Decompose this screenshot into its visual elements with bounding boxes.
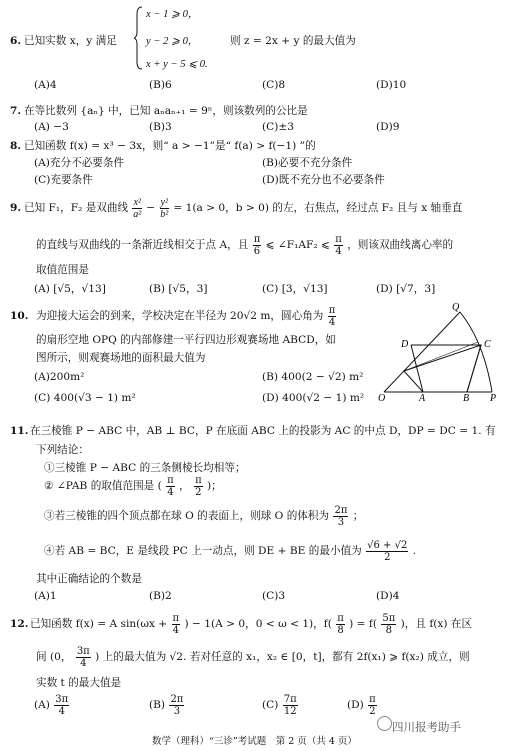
q7-option-b: (B)3 (149, 121, 172, 133)
q12-option-b-num: 2π (170, 693, 184, 705)
q12-line-3: 实数 t 的最大值是 (36, 677, 122, 689)
q11-s2-frac1-den: 4 (167, 486, 174, 498)
q12-frac-3pi4-num: 3π (76, 645, 90, 657)
q11-s2-frac1 (166, 475, 175, 498)
q11-s3-frac-den: 3 (337, 516, 345, 528)
q12-frac-pi8 (336, 613, 345, 636)
q10-fraction-pi4 (328, 305, 337, 328)
q10-option-c: (C) 400(√3 − 1) m² (34, 392, 136, 404)
q9-option-d: (D) [√7，3] (376, 283, 436, 295)
q11-s3b: ； (352, 510, 364, 522)
q12-frac-5pi8 (381, 613, 396, 636)
q12-line-1a: 已知函数 f(x) = A sin(ωx + (30, 618, 168, 630)
q6-number: 6. (10, 35, 22, 47)
q11-line-1: 在三棱锥 P − ABC 中，AB ⊥ BC，P 在底面 ABC 上的投影为 AC 的中点 D，DP = DC = 1. 有 (30, 425, 496, 437)
q12-option-c-label: (C) (262, 699, 279, 711)
q11-option-a: (A)1 (34, 590, 57, 602)
q6-option-a: (A)4 (34, 79, 57, 91)
fig-side-cb (467, 345, 481, 392)
q12-frac-5pi8-num: 5π (382, 612, 396, 624)
q12-option-d-num: π (369, 693, 376, 705)
q12-line-2b: ) 上的最大值为 √2. 若对任意的 x₁，x₂ ∈ [0，t]，都有 2f(x₁) ⩾ f(x₂) 成立，则 (95, 651, 470, 663)
q8-option-d: (D)既不充分也不必要条件 (262, 174, 385, 186)
q12-option-b-label: (B) (149, 699, 166, 711)
q8-option-a: (A)充分不必要条件 (34, 157, 125, 169)
q9-fraction-y-num: y² (160, 196, 168, 208)
q11-s2-frac1-num: π (167, 474, 174, 486)
q12-line-1 (30, 611, 472, 637)
q12-frac-3pi4-den: 4 (80, 657, 87, 669)
q12-line-1c: ) = f( (349, 618, 377, 630)
q9-line-3: 取值范围是 (36, 264, 89, 276)
fig-diagonal (404, 342, 478, 371)
fig-label-q: Q (452, 302, 460, 313)
q11-s3-frac-num: 2π (334, 504, 348, 516)
q12-option-a-label: (A) (34, 699, 50, 711)
q10-sector-figure (378, 302, 500, 402)
q12-frac-3pi4 (76, 646, 91, 669)
q6-option-b: (B)6 (149, 79, 172, 91)
q9-fraction-pi4-den: 4 (335, 245, 342, 257)
q11-option-b: (B)2 (149, 590, 172, 602)
q11-statement-4 (44, 538, 416, 564)
q11-option-c: (C)3 (262, 590, 286, 602)
watermark-logo-icon (377, 716, 392, 731)
q6-condition-2: y − 2 ⩾ 0， (146, 36, 199, 47)
q9-option-a: (A) [√5，√13] (34, 283, 106, 295)
q12-option-a-frac (54, 694, 69, 717)
q12-option-b (149, 692, 185, 718)
q11-count-question: 其中正确结论的个数是 (36, 573, 142, 585)
q8-stem: 已知函数 f(x) = x³ − 3x，则“ a > −1”是“ f(a) > f(−1) ”的 (24, 140, 316, 152)
q9-fraction-pi4 (334, 234, 343, 257)
q10-line-3: 图所示，则观赛场地的面积最大值为 (36, 352, 206, 364)
q12-option-c-frac (283, 694, 298, 717)
fig-label-a: A (419, 393, 426, 402)
fig-arc-pq (460, 312, 492, 392)
fig-radius-oq (384, 312, 460, 392)
q10-option-a: (A)200m² (34, 371, 85, 383)
q9-line-1b: = 1(a > 0，b > 0) 的左，右焦点，经过点 F₂ 且与 x 轴垂直 (173, 202, 463, 214)
q10-option-b: (B) 400(2 − √2) m² (262, 371, 364, 383)
q12-line-1b: ) − 1(A > 0，0 < ω < 1)，f( (184, 618, 332, 630)
q10-line-1a: 为迎接大运会的到来，学校决定在半径为 20√2 m，圆心角为 (36, 310, 324, 322)
q9-fraction-y (160, 197, 169, 220)
q7-option-a: (A) −3 (34, 121, 69, 133)
q12-option-a (34, 692, 70, 718)
q9-fraction-x (132, 197, 141, 220)
q12-frac-pi4 (172, 613, 181, 636)
q11-s4-frac (366, 540, 408, 563)
q9-line-1a: 已知 F₁，F₂ 是双曲线 (24, 202, 129, 214)
q12-option-d-den: 2 (369, 705, 376, 717)
q7-option-c: (C)±3 (262, 121, 294, 133)
q12-line-2 (36, 644, 470, 670)
page-footer: 数学（理科）“三诊”考试题 第 2 页（共 4 页） (152, 736, 357, 747)
q9-fraction-y-den: b² (160, 208, 169, 220)
q9-minus: − (146, 202, 156, 214)
q12-frac-pi4-den: 4 (172, 624, 180, 636)
q11-statement-3 (44, 503, 363, 529)
q12-option-b-den: 3 (173, 705, 181, 717)
q12-line-1d: )，且 f(x) 在区 (400, 618, 473, 630)
q9-line-2b: ，则该双曲线离心率的 (347, 239, 454, 251)
q7-option-d: (D)9 (376, 121, 400, 133)
q10-number: 10. (10, 310, 29, 322)
q12-option-c-num: 7π (283, 693, 297, 705)
q8-number: 8. (10, 140, 22, 152)
q11-s4-frac-den: 2 (384, 551, 391, 563)
q6-stem: 已知实数 x，y 满足 (24, 35, 117, 47)
q6-option-c: (C)8 (262, 79, 286, 91)
q9-fraction-pi6 (253, 234, 262, 257)
q9-line-2 (36, 232, 453, 258)
q11-option-d: (D)4 (376, 590, 400, 602)
q11-s4b: . (412, 545, 417, 557)
watermark-text: 四川报考助手 (392, 720, 461, 734)
q11-s4a: ④若 AB = BC，E 是线段 PC 上一动点，则 DE + BE 的最小值为 (44, 545, 362, 557)
q12-option-a-num: 3π (55, 693, 69, 705)
fig-label-o: O (378, 393, 386, 402)
fig-label-d: D (401, 339, 409, 350)
q12-frac-pi4-num: π (172, 612, 180, 624)
q12-frac-5pi8-den: 8 (385, 624, 393, 636)
q6-tail: 则 z = 2x + y 的最大值为 (230, 35, 356, 47)
q10-line-1 (36, 303, 337, 329)
q12-frac-pi8-num: π (337, 612, 344, 624)
q6-condition-3: x + y − 5 ⩽ 0. (146, 59, 208, 70)
q9-option-b: (B) [√5，3] (149, 283, 208, 295)
q10-line-2: 的扇形空地 OPQ 的内部修建一平行四边形观赛场地 ABCD，如 (36, 334, 336, 346)
q12-option-c-den: 12 (283, 705, 297, 717)
q12-option-b-frac (169, 694, 184, 717)
q12-number: 12. (10, 618, 29, 630)
q12-option-d-label: (D) (347, 699, 364, 711)
q10-fraction-num: π (328, 304, 336, 316)
fig-label-b: B (463, 393, 470, 402)
q11-s3a: ③若三棱锥的四个顶点都在球 O 的表面上，则球 O 的体积为 (44, 510, 330, 522)
q8-option-c: (C)充要条件 (34, 174, 93, 186)
q7-number: 7. (10, 105, 22, 117)
q9-fraction-x-den: a² (133, 208, 142, 220)
q11-statement-1: ①三棱锥 P − ABC 的三条侧棱长均相等； (44, 462, 246, 474)
q12-option-d-frac (368, 694, 377, 717)
q6-brace-icon (134, 6, 144, 70)
q9-fraction-x-num: x² (133, 196, 141, 208)
q11-s2-frac2-num: π (195, 474, 202, 486)
fig-label-c: C (484, 339, 491, 350)
q12-option-d (347, 692, 378, 718)
q11-s2-frac2-den: 2 (195, 486, 202, 498)
q11-s3-frac (333, 505, 348, 528)
q9-line-1 (24, 195, 462, 221)
q6-condition-1: x − 1 ⩾ 0， (146, 9, 199, 20)
fig-label-p: P (490, 393, 497, 402)
q9-option-c: (C) [3，√13] (262, 283, 328, 295)
q9-angle-range: ⩽ ∠F₁AF₂ ⩽ (265, 239, 330, 251)
q11-s2a: ② ∠PAB 的取值范围是 ( (44, 480, 162, 492)
q10-fraction-den: 4 (328, 316, 336, 328)
q9-fraction-pi6-num: π (253, 233, 261, 245)
q11-s4-frac-num: √6 + √2 (367, 539, 408, 551)
q9-fraction-pi6-den: 6 (253, 245, 261, 257)
q9-line-2a: 的直线与双曲线的一条渐近线相交于点 A，且 (36, 239, 249, 251)
q11-s2-frac2 (194, 475, 203, 498)
q12-option-a-den: 4 (58, 705, 65, 717)
q11-s2b: )； (207, 480, 222, 492)
q6-option-d: (D)10 (376, 79, 407, 91)
q11-s2-comma: ， (179, 480, 190, 492)
q9-number: 9. (10, 202, 22, 214)
q12-option-c (262, 692, 299, 718)
q12-frac-pi8-den: 8 (337, 624, 344, 636)
q11-line-2: 下列结论： (36, 444, 89, 456)
q11-number: 11. (10, 425, 29, 437)
q12-line-2a: 间 (0， (36, 651, 72, 663)
q8-option-b: (B)必要不充分条件 (262, 157, 353, 169)
q11-statement-2 (44, 473, 222, 499)
q7-stem: 在等比数列 {aₙ} 中，已知 aₙaₙ₊₁ = 9ⁿ，则该数列的公比是 (24, 105, 308, 117)
q9-fraction-pi4-num: π (335, 233, 342, 245)
q10-option-d: (D) 400(√2 − 1) m² (262, 392, 365, 404)
